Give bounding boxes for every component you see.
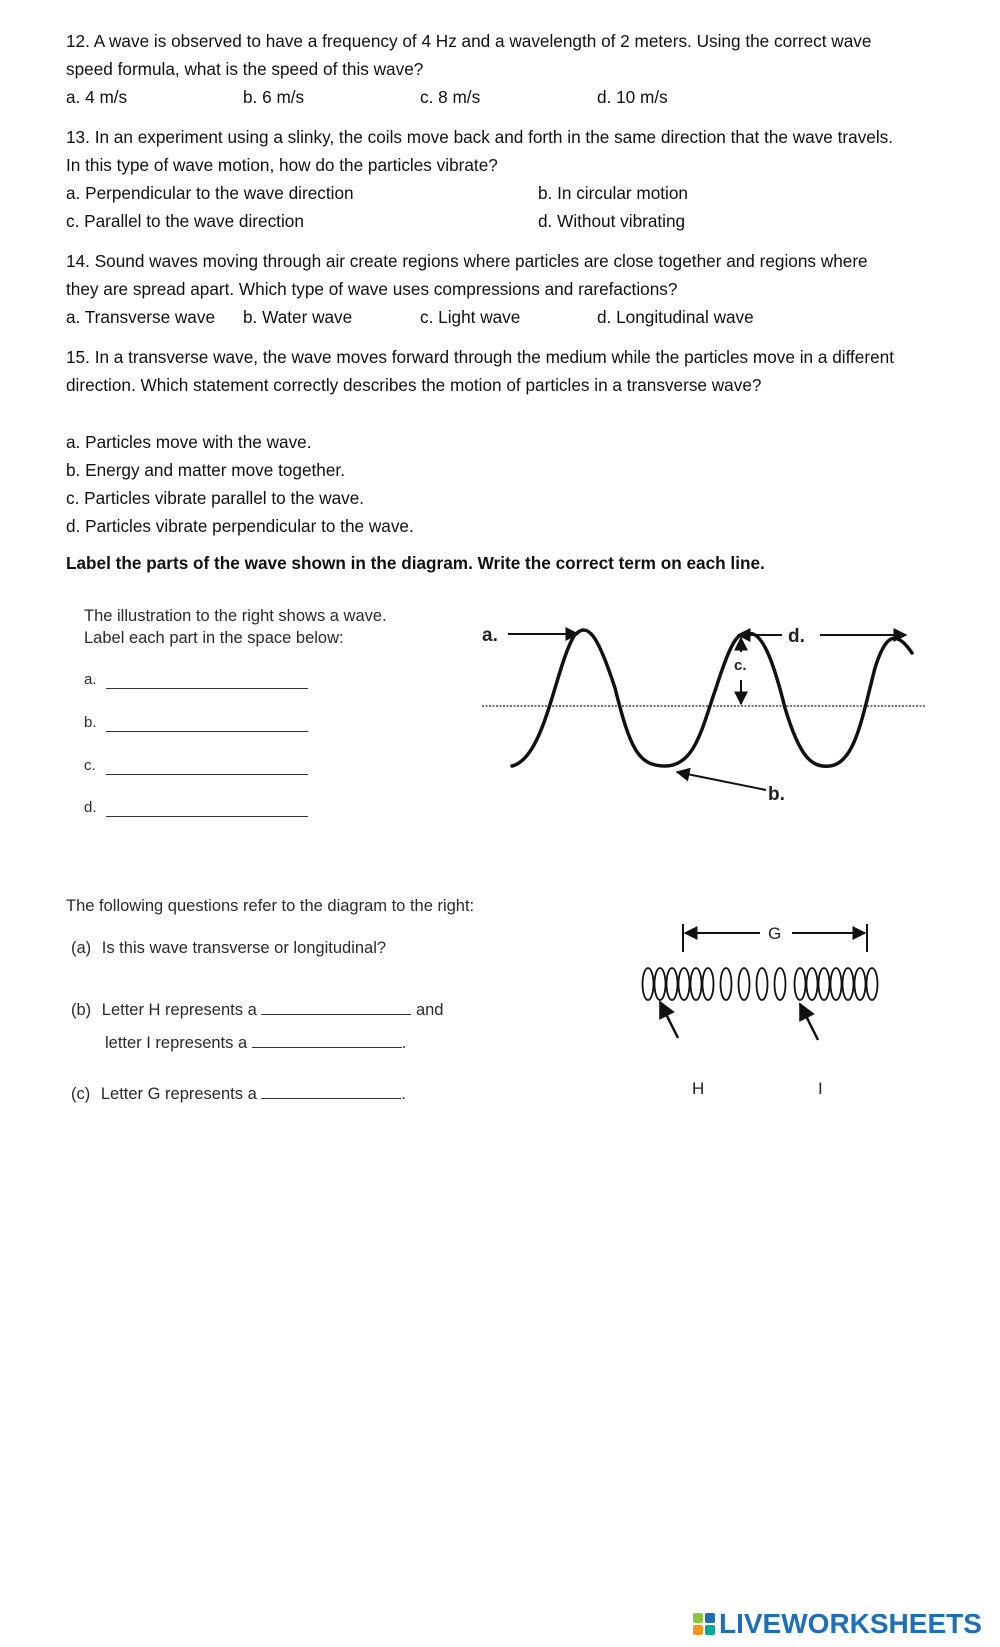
wave-blank-a-input[interactable] bbox=[106, 668, 308, 689]
transverse-wave-diagram bbox=[470, 608, 940, 818]
logo-square bbox=[693, 1613, 703, 1623]
question-text: In a transverse wave, the wave moves forward through the medium while the particles move in a different direction. Which statement correctly describes the motion of particles in a transverse wave? bbox=[66, 347, 894, 395]
wave-intro bbox=[84, 605, 387, 649]
question-label: (c) bbox=[71, 1085, 91, 1103]
diagram-label-d: d. bbox=[788, 626, 805, 647]
and-word: and bbox=[415, 1001, 444, 1019]
wave-blank-c-label: c. bbox=[84, 757, 96, 774]
logo-text: LIVEWORKSHEETS bbox=[719, 1608, 982, 1639]
wave-blank-b-label: b. bbox=[84, 714, 97, 731]
option-15-b[interactable]: b. Energy and matter move together. bbox=[66, 460, 345, 480]
logo-square bbox=[705, 1625, 715, 1635]
wave-curve bbox=[512, 630, 912, 766]
wave-blank-d-input[interactable] bbox=[106, 796, 308, 817]
wave-blank-c-input[interactable] bbox=[106, 754, 308, 775]
option-13-d[interactable]: d. Without vibrating bbox=[538, 211, 686, 231]
slinky-coil bbox=[807, 968, 818, 1000]
question-text: A wave is observed to have a frequency of 4 Hz and a wavelength of 2 meters. Using the correct wave speed formula, what is the speed of this wave? bbox=[66, 31, 872, 79]
option-14-a[interactable]: a. Transverse wave bbox=[66, 307, 216, 327]
slinky-coil bbox=[775, 968, 786, 1000]
option-13-c[interactable]: c. Parallel to the wave direction bbox=[66, 211, 304, 231]
wave-intro-line2: Label each part in the space below: bbox=[84, 629, 344, 647]
option-12-b[interactable]: b. 6 m/s bbox=[243, 87, 305, 107]
question-14 bbox=[66, 248, 896, 303]
arrow-i bbox=[800, 1004, 818, 1040]
slinky-coil bbox=[757, 968, 768, 1000]
slinky-coil bbox=[855, 968, 866, 1000]
arrow-h bbox=[660, 1002, 678, 1038]
slinky-diagram bbox=[640, 918, 930, 1098]
label-i: I bbox=[818, 1079, 823, 1098]
label-h: H bbox=[692, 1079, 705, 1098]
slinky-coil bbox=[691, 968, 702, 1000]
question-text: Sound waves moving through air create regions where particles are close together and regions where they are spread apart. Which type of wave uses compressions and rarefactions? bbox=[66, 251, 868, 299]
slinky-coil bbox=[795, 968, 806, 1000]
wave-intro-line1: The illustration to the right shows a wave. bbox=[84, 607, 387, 625]
label-instruction: Label the parts of the wave shown in the diagram. Write the correct term on each line. bbox=[66, 553, 765, 573]
question-12 bbox=[66, 28, 896, 83]
slinky-coil bbox=[721, 968, 732, 1000]
question-number: 15. bbox=[66, 347, 90, 367]
option-15-a[interactable]: a. Particles move with the wave. bbox=[66, 432, 312, 452]
logo-grid-icon bbox=[693, 1613, 715, 1635]
question-text: Is this wave transverse or longitudinal? bbox=[101, 939, 387, 957]
slinky-coil bbox=[679, 968, 690, 1000]
option-12-c[interactable]: c. 8 m/s bbox=[420, 87, 481, 107]
slinky-question-a bbox=[71, 939, 386, 958]
question-label: (b) bbox=[71, 1001, 92, 1019]
arrow-b bbox=[677, 772, 766, 790]
diagram-label-a: a. bbox=[482, 625, 498, 646]
question-label: (a) bbox=[71, 939, 92, 957]
option-12-d[interactable]: d. 10 m/s bbox=[597, 87, 668, 107]
wave-blank-d-label: d. bbox=[84, 799, 97, 816]
blank-h-line[interactable] bbox=[261, 1013, 411, 1015]
slinky-question-c bbox=[71, 1085, 406, 1104]
question-13 bbox=[66, 124, 896, 179]
wave-blank-b-input[interactable] bbox=[106, 711, 308, 732]
slinky-coil bbox=[831, 968, 842, 1000]
diagram-label-b: b. bbox=[768, 784, 785, 805]
option-14-d[interactable]: d. Longitudinal wave bbox=[597, 307, 754, 327]
blank-g-line[interactable] bbox=[261, 1097, 401, 1099]
question-number: 14. bbox=[66, 251, 90, 271]
question-text: In an experiment using a slinky, the coils move back and forth in the same direction that the wave travels. In this type of wave motion, how do the particles vibrate? bbox=[66, 127, 894, 175]
logo-square bbox=[693, 1625, 703, 1635]
question-15 bbox=[66, 344, 896, 399]
slinky-question-b-line2 bbox=[105, 1034, 406, 1053]
slinky-coil bbox=[739, 968, 750, 1000]
question-number: 12. bbox=[66, 31, 90, 51]
slinky-coil bbox=[819, 968, 830, 1000]
slinky-coil bbox=[867, 968, 878, 1000]
period: . bbox=[401, 1085, 406, 1103]
slinky-coils bbox=[643, 968, 878, 1000]
slinky-intro: The following questions refer to the diagram to the right: bbox=[66, 897, 475, 915]
slinky-coil bbox=[667, 968, 678, 1000]
option-14-b[interactable]: b. Water wave bbox=[243, 307, 353, 327]
option-14-c[interactable]: c. Light wave bbox=[420, 307, 521, 327]
slinky-coil bbox=[655, 968, 666, 1000]
logo-square bbox=[705, 1613, 715, 1623]
period: . bbox=[401, 1034, 407, 1052]
diagram-label-c: c. bbox=[734, 657, 747, 674]
slinky-coil bbox=[843, 968, 854, 1000]
option-13-b[interactable]: b. In circular motion bbox=[538, 183, 688, 203]
slinky-question-b bbox=[71, 1001, 443, 1020]
question-text: Letter H represents a bbox=[101, 1001, 257, 1019]
question-number: 13. bbox=[66, 127, 90, 147]
question-text: Letter G represents a bbox=[100, 1085, 257, 1103]
option-13-a[interactable]: a. Perpendicular to the wave direction bbox=[66, 183, 354, 203]
liveworksheets-logo bbox=[693, 1609, 982, 1639]
option-12-a[interactable]: a. 4 m/s bbox=[66, 87, 128, 107]
blank-i-line[interactable] bbox=[252, 1046, 402, 1048]
option-15-d[interactable]: d. Particles vibrate perpendicular to the wave. bbox=[66, 516, 414, 536]
wave-blank-a-label: a. bbox=[84, 671, 97, 688]
question-text: letter I represents a bbox=[105, 1034, 248, 1052]
slinky-coil bbox=[703, 968, 714, 1000]
slinky-coil bbox=[643, 968, 654, 1000]
label-g: G bbox=[768, 924, 782, 943]
option-15-c[interactable]: c. Particles vibrate parallel to the wave. bbox=[66, 488, 365, 508]
